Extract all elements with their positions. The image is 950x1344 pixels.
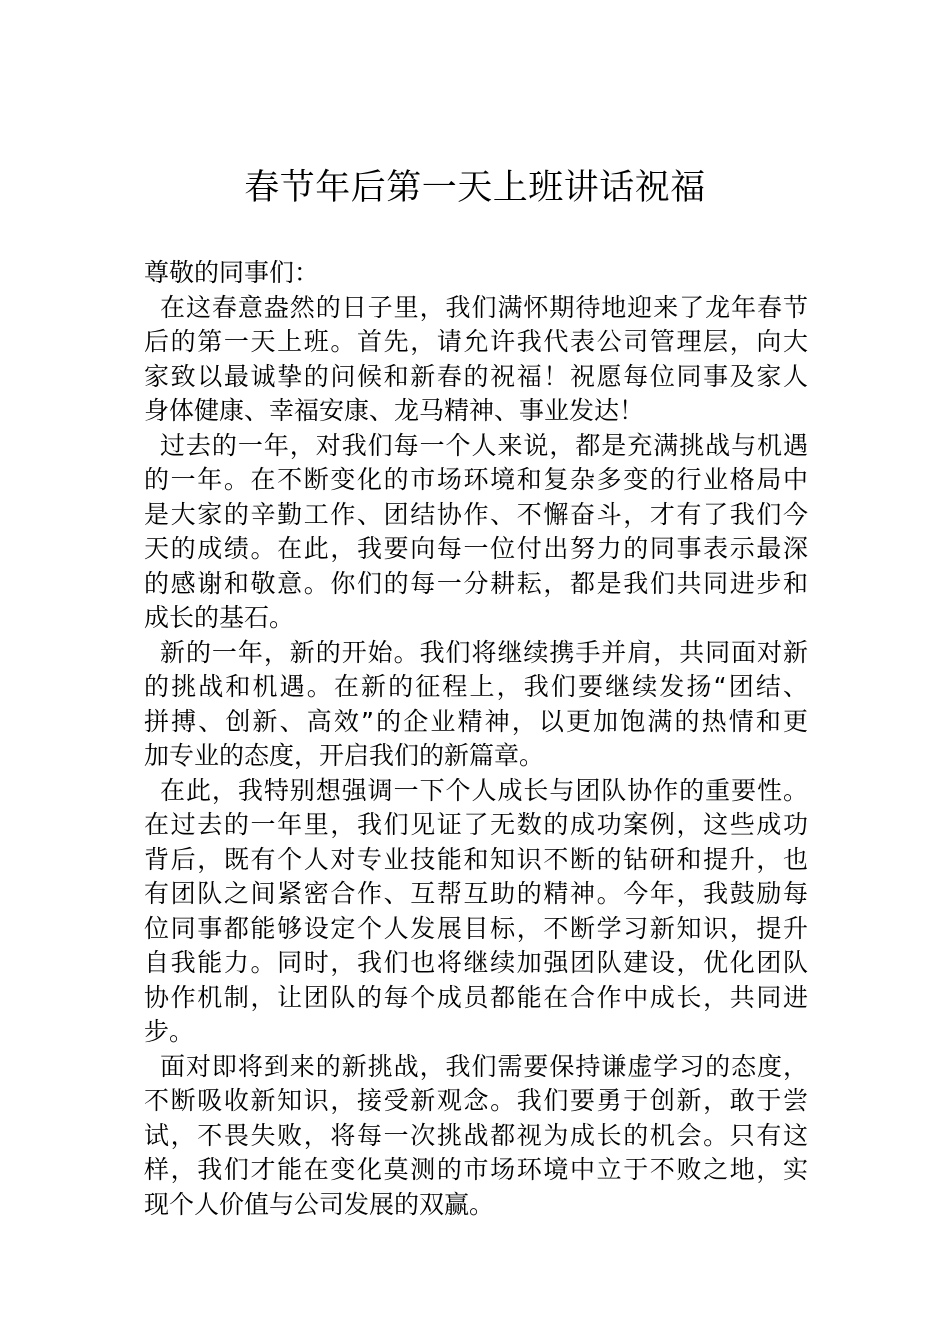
paragraph-3 [144, 636, 808, 774]
paragraph-line: 步。 [144, 1017, 195, 1046]
paragraph-line: 面对即将到来的新挑战，我们需要保持谦虚学习的态度， [160, 1051, 808, 1081]
document-body [144, 256, 808, 1222]
paragraph-line: 试，不畏失败，将每一次挑战都视为成长的机会。只有这 [144, 1120, 808, 1150]
paragraph-line: 是大家的辛勤工作、团结协作、不懈奋斗，才有了我们今 [144, 499, 808, 529]
paragraph-2 [144, 429, 808, 636]
paragraph-line: 拼搏、创新、高效”的企业精神，以更加饱满的热情和更 [144, 706, 808, 736]
paragraph-line: 新的一年，新的开始。我们将继续携手并肩，共同面对新 [160, 637, 808, 667]
paragraph-line: 自我能力。同时，我们也将继续加强团队建设，优化团队 [144, 948, 808, 977]
document-title: 春节年后第一天上班讲话祝福 [244, 168, 706, 208]
paragraph-line: 家致以最诚挚的问候和新春的祝福！祝愿每位同事及家人 [144, 361, 808, 391]
paragraph-line: 在过去的一年里，我们见证了无数的成功案例，这些成功 [144, 810, 808, 839]
paragraph-line: 位同事都能够设定个人发展目标，不断学习新知识，提升 [144, 913, 808, 943]
paragraph-line: 的挑战和机遇。在新的征程上，我们要继续发扬“团结、 [144, 672, 808, 701]
paragraph-line: 成长的基石。 [144, 603, 295, 632]
paragraph-line: 背后，既有个人对专业技能和知识不断的钻研和提升，也 [144, 844, 808, 874]
paragraph-line: 过去的一年，对我们每一个人来说，都是充满挑战与机遇 [160, 430, 808, 460]
paragraph-5 [144, 1050, 808, 1223]
paragraph-line: 现个人价值与公司发展的双赢。 [144, 1189, 495, 1219]
paragraph-line: 在这春意盎然的日子里，我们满怀期待地迎来了龙年春节 [160, 292, 808, 322]
paragraph-line: 不断吸收新知识，接受新观念。我们要勇于创新，敢于尝 [144, 1086, 808, 1115]
paragraph-line: 的一年。在不断变化的市场环境和复杂多变的行业格局中 [144, 465, 808, 494]
paragraph-line: 在此，我特别想强调一下个人成长与团队协作的重要性。 [160, 775, 808, 805]
greeting: 尊敬的同事们： [144, 258, 320, 287]
paragraph-line: 有团队之间紧密合作、互帮互助的精神。今年，我鼓励每 [144, 879, 808, 908]
paragraph-line: 天的成绩。在此，我要向每一位付出努力的同事表示最深 [144, 534, 808, 563]
paragraph-line: 样，我们才能在变化莫测的市场环境中立于不败之地，实 [144, 1155, 808, 1184]
paragraph-line: 的感谢和敬意。你们的每一分耕耘，都是我们共同进步和 [144, 568, 808, 598]
paragraph-4 [144, 774, 808, 1050]
paragraph-line: 后的第一天上班。首先，请允许我代表公司管理层，向大 [144, 327, 808, 356]
paragraph-line: 协作机制，让团队的每个成员都能在合作中成长，共同进 [144, 982, 808, 1012]
paragraph-1 [144, 291, 808, 429]
paragraph-line: 加专业的态度，开启我们的新篇章。 [144, 741, 545, 770]
paragraph-line: 身体健康、幸福安康、龙马精神、事业发达！ [144, 396, 645, 425]
